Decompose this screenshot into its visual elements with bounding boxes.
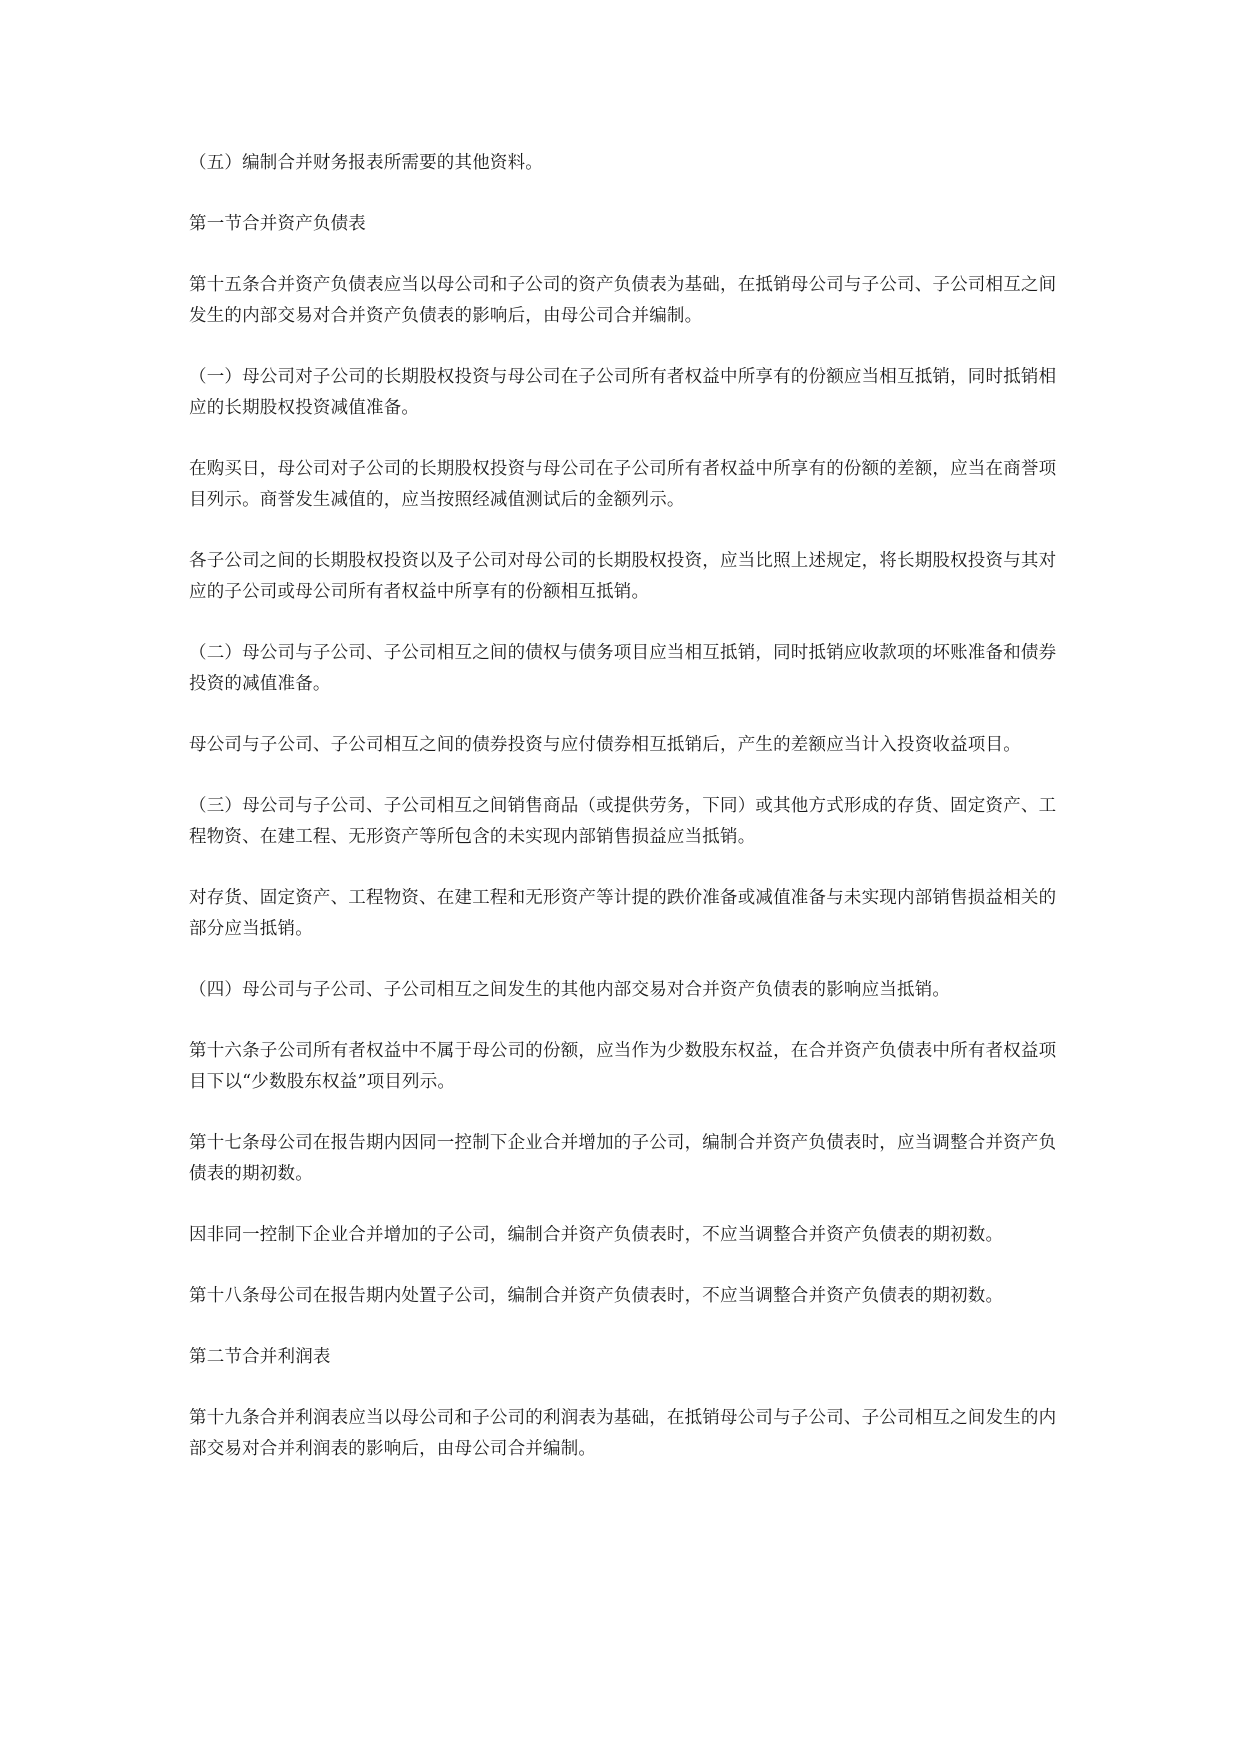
article-15: 第十五条合并资产负债表应当以母公司和子公司的资产负债表为基础，在抵销母公司与子公司、子公司相互之间发生的内部交易对合并资产负债表的影响后，由母公司合并编制。 (189, 275, 1057, 326)
section-heading-2: 第二节合并利润表 (189, 1347, 331, 1367)
article-17: 第十七条母公司在报告期内因同一控制下企业合并增加的子公司，编制合并资产负债表时，应当调整合并资产负债表的期初数。 (189, 1133, 1057, 1184)
article-18: 第十八条母公司在报告期内处置子公司，编制合并资产负债表时，不应当调整合并资产负债表的期初数。 (189, 1286, 1004, 1306)
article-15-item-3: （三）母公司与子公司、子公司相互之间销售商品（或提供劳务，下同）或其他方式形成的存货、固定资产、工程物资、在建工程、无形资产等所包含的未实现内部销售损益应当抵销。 (189, 796, 1057, 847)
bond-investment-paragraph: 母公司与子公司、子公司相互之间的债券投资与应付债券相互抵销后，产生的差额应当计入投资收益项目。 (189, 735, 1021, 755)
article-15-item-2: （二）母公司与子公司、子公司相互之间的债权与债务项目应当相互抵销，同时抵销应收款项的坏账准备和债券投资的减值准备。 (189, 643, 1057, 694)
article-16: 第十六条子公司所有者权益中不属于母公司的份额，应当作为少数股东权益，在合并资产负债表中所有者权益项目下以“少数股东权益”项目列示。 (189, 1041, 1057, 1092)
section-heading-1: 第一节合并资产负债表 (189, 214, 366, 234)
article-15-item-4: （四）母公司与子公司、子公司相互之间发生的其他内部交易对合并资产负债表的影响应当抵销。 (189, 980, 951, 1000)
article-19: 第十九条合并利润表应当以母公司和子公司的利润表为基础，在抵销母公司与子公司、子公司相互之间发生的内部交易对合并利润表的影响后，由母公司合并编制。 (189, 1408, 1057, 1459)
goodwill-paragraph: 在购买日，母公司对子公司的长期股权投资与母公司在子公司所有者权益中所享有的份额的差额，应当在商誉项目列示。商誉发生减值的，应当按照经减值测试后的金额列示。 (189, 459, 1057, 510)
article-15-item-1: （一）母公司对子公司的长期股权投资与母公司在子公司所有者权益中所享有的份额应当相互抵销，同时抵销相应的长期股权投资减值准备。 (189, 367, 1057, 418)
impairment-paragraph: 对存货、固定资产、工程物资、在建工程和无形资产等计提的跌价准备或减值准备与未实现内部销售损益相关的部分应当抵销。 (189, 888, 1057, 939)
document-page (189, 148, 1059, 1495)
non-common-control-paragraph: 因非同一控制下企业合并增加的子公司，编制合并资产负债表时，不应当调整合并资产负债表的期初数。 (189, 1225, 1004, 1245)
paragraph-item-5: （五）编制合并财务报表所需要的其他资料。 (189, 153, 543, 173)
subsidiary-investment-paragraph: 各子公司之间的长期股权投资以及子公司对母公司的长期股权投资，应当比照上述规定，将长期股权投资与其对应的子公司或母公司所有者权益中所享有的份额相互抵销。 (189, 551, 1057, 602)
